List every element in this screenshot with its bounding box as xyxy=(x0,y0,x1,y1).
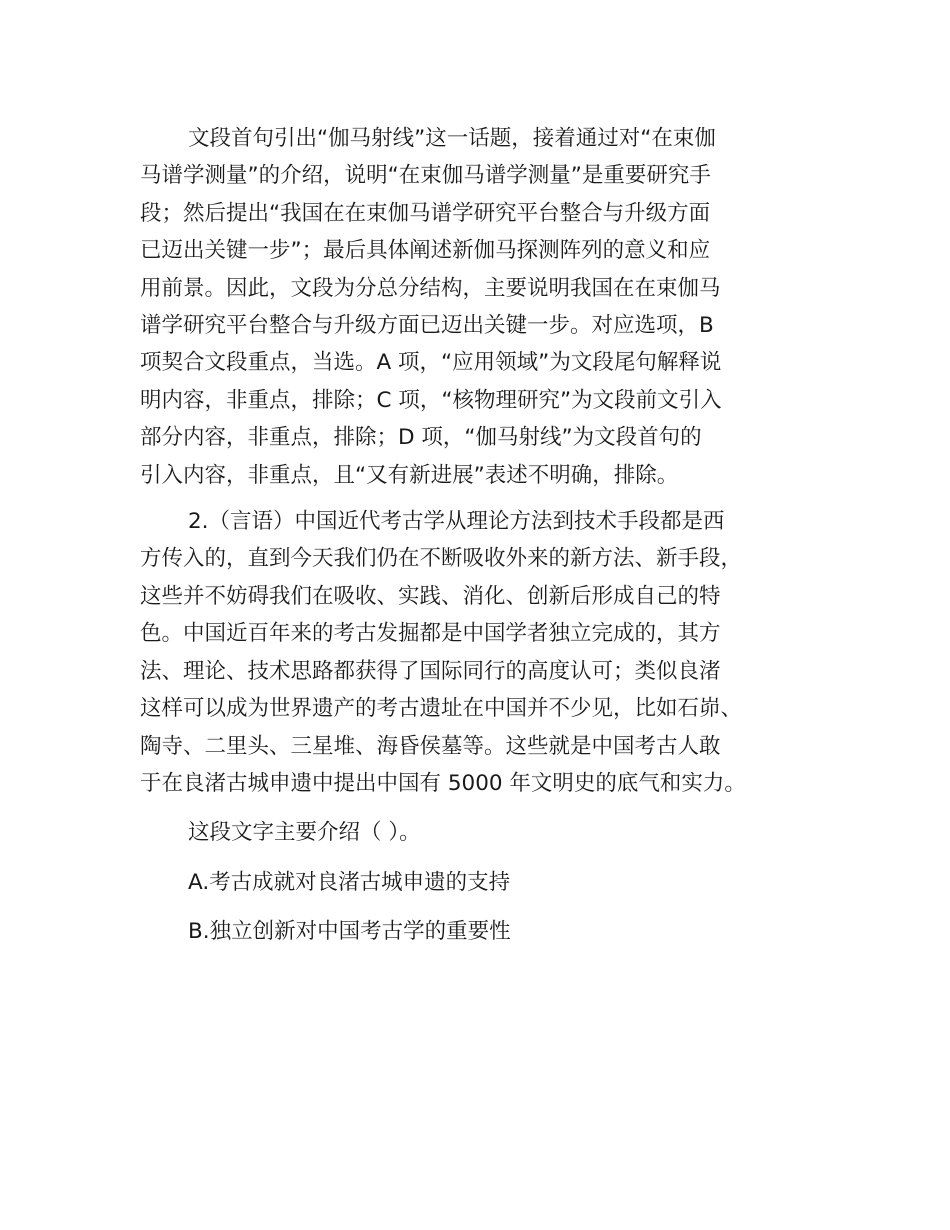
text-line: 2.（言语）中国近代考古学从理论方法到技术手段都是西 xyxy=(188,509,725,535)
option-text: A.考古成就对良渚古城申遗的支持 xyxy=(188,869,511,895)
text-line: 这些并不妨碍我们在吸收、实践、消化、创新后形成自己的特 xyxy=(140,583,721,609)
answer-explanation xyxy=(140,120,830,494)
option-b xyxy=(140,913,830,950)
text-line: 文段首句引出“伽马射线”这一话题，接着通过对“在束伽 xyxy=(188,126,716,151)
text-line: 段；然后提出“我国在在束伽马谱学研究平台整合与升级方面 xyxy=(140,200,711,226)
option-a xyxy=(140,864,830,901)
text-line: 这样可以成为世界遗产的考古遗址在中国并不少见，比如石峁、 xyxy=(140,696,743,722)
text-line: 部分内容，非重点，排除；D 项，“伽马射线”为文段首句的 xyxy=(140,425,702,451)
text-line: 项契合文段重点，当选。A 项，“应用领域”为文段尾句解释说 xyxy=(140,350,722,376)
text-line: 法、理论、技术思路都获得了国际同行的高度认可；类似良渚 xyxy=(140,658,721,684)
text-line: 陶寺、二里头、三星堆、海昏侯墓等。这些就是中国考古人敢 xyxy=(140,733,721,759)
question-prompt xyxy=(140,814,830,851)
text-line: 色。中国近百年来的考古发掘都是中国学者独立完成的，其方 xyxy=(140,621,721,647)
text-line: 引入内容，非重点，且“又有新进展”表述不明确，排除。 xyxy=(140,462,679,488)
text-line: 谱学研究平台整合与升级方面已迈出关键一步。对应选项，B xyxy=(140,313,714,339)
prompt-text: 这段文字主要介绍（ ）。 xyxy=(188,820,421,846)
text-line: 马谱学测量”的介绍，说明“在束伽马谱学测量”是重要研究手 xyxy=(140,163,711,189)
document-page xyxy=(140,120,830,951)
text-line: 于在良渚古城申遗中提出中国有 5000 年文明史的底气和实力。 xyxy=(140,770,746,796)
option-text: B.独立创新对中国考古学的重要性 xyxy=(188,919,511,945)
text-line: 明内容，非重点，排除；C 项，“核物理研究”为文段前文引入 xyxy=(140,387,722,413)
text-line: 方传入的，直到今天我们仍在不断吸收外来的新方法、新手段， xyxy=(140,546,743,572)
text-line: 用前景。因此，文段为分总分结构，主要说明我国在在束伽马 xyxy=(140,275,721,301)
question-passage xyxy=(140,503,830,802)
text-line: 已迈出关键一步”；最后具体阐述新伽马探测阵列的意义和应 xyxy=(140,238,711,264)
